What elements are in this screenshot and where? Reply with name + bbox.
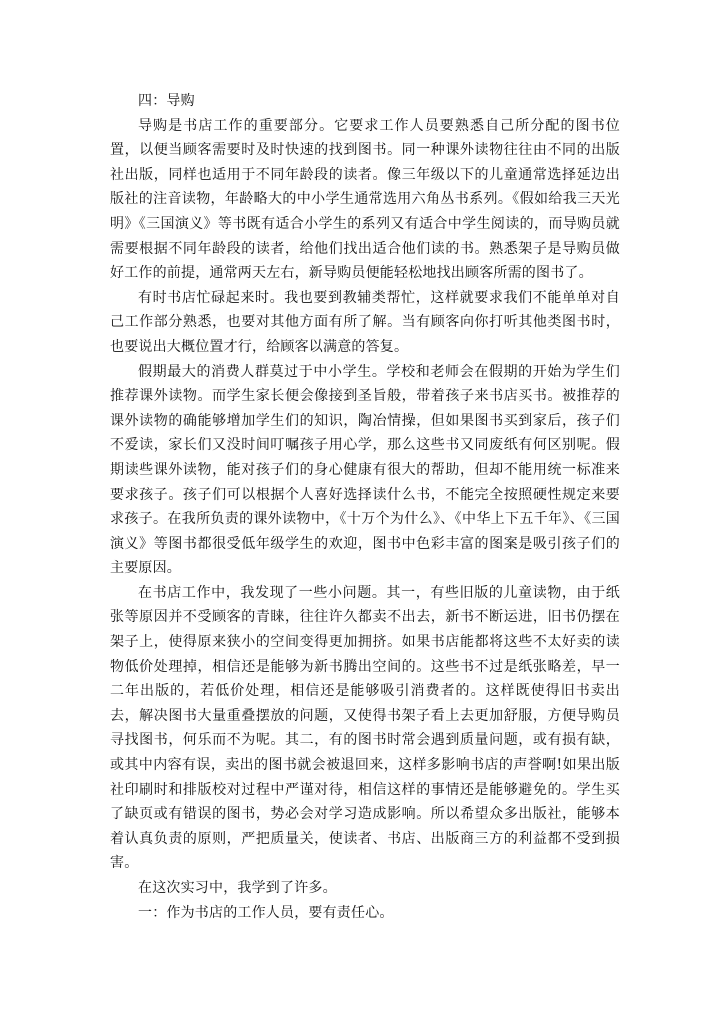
section-heading: 四：导购 bbox=[138, 93, 195, 109]
paragraph-point-one: 一：作为书店的工作人员，要有责任心。 bbox=[138, 904, 394, 921]
paragraph-learned: 在这次实习中，我学到了许多。 bbox=[138, 880, 337, 896]
document-body bbox=[110, 89, 620, 925]
paragraph-problems: 在书店工作中，我发现了一些小问题。其一，有些旧版的儿童读物，由于纸张等原因并不受顾客的青睐，往往许久都卖不出去，新书不断运进，旧书仍摆在架子上，使得原来狭小的空间变得更加拥挤。如果书店能都将这些不太好卖的读物低价处理掉，相信还是能够为新书腾出空间的。这些书不过是纸张略差，早一二年出版的，若低价处理，相信还是能够吸引消费者的。这样既使得旧书卖出去，解决图书大量重叠摆放的问题，又使得书架子看上去更加舒服，方便导购员寻找图书，何乐而不为呢。其二，有的图书时常会遇到质量问题，或有损有缺，或其中内容有误，卖出的图书就会被退回来，这样多影响书店的声誉啊!如果出版社印刷时和排版校对过程中严谨对待，相信这样的事情还是能够避免的。学生买了缺页或有错误的图书，势必会对学习造成影响。所以希望众多出版社，能够本着认真负责的原则，严把质量关，使读者、书店、出版商三方的利益都不受到损害。 bbox=[110, 584, 620, 872]
paragraph-holiday-readers: 假期最大的消费人群莫过于中小学生。学校和老师会在假期的开始为学生们推荐课外读物。而学生家长便会像接到圣旨般，带着孩子来书店买书。被推荐的课外读物的确能够增加学生们的知识，陶冶情操，但如果图书买到家后，孩子们不爱读，家长们又没时间叮嘱孩子用心学，那么这些书又同废纸有何区别呢。假期读些课外读物，能对孩子们的身心健康有很大的帮助，但却不能用统一标准来要求孩子。孩子们可以根据个人喜好选择读什么书，不能完全按照硬性规定来要求孩子。在我所负责的课外读物中，《十万个为什么》、《中华上下五千年》、《三国演义》等图书都很受低年级学生的欢迎，图书中色彩丰富的图案是吸引孩子们的主要原因。 bbox=[110, 363, 620, 577]
paragraph-guide-intro: 导购是书店工作的重要部分。它要求工作人员要熟悉自己所分配的图书位置，以便当顾客需要时及时快速的找到图书。同一种课外读物往往由不同的出版社出版，同样也适用于不同年龄段的读者。像三年级以下的儿童通常选择延边出版社的注音读物，年龄略大的中小学生通常选用六角丛书系列。《假如给我三天光明》《三国演义》等书既有适合小学生的系列又有适合中学生阅读的，而导购员就需要根据不同年龄段的读者，给他们找出适合他们读的书。熟悉架子是导购员做好工作的前提，通常两天左右，新导购员便能轻松地找出顾客所需的图书了。 bbox=[110, 117, 620, 282]
paragraph-busy-time: 有时书店忙碌起来时。我也要到教辅类帮忙，这样就要求我们不能单单对自己工作部分熟悉，也要对其他方面有所了解。当有顾客向你打听其他类图书时，也要说出大概位置才行，给顾客以满意的答复。 bbox=[110, 289, 620, 355]
